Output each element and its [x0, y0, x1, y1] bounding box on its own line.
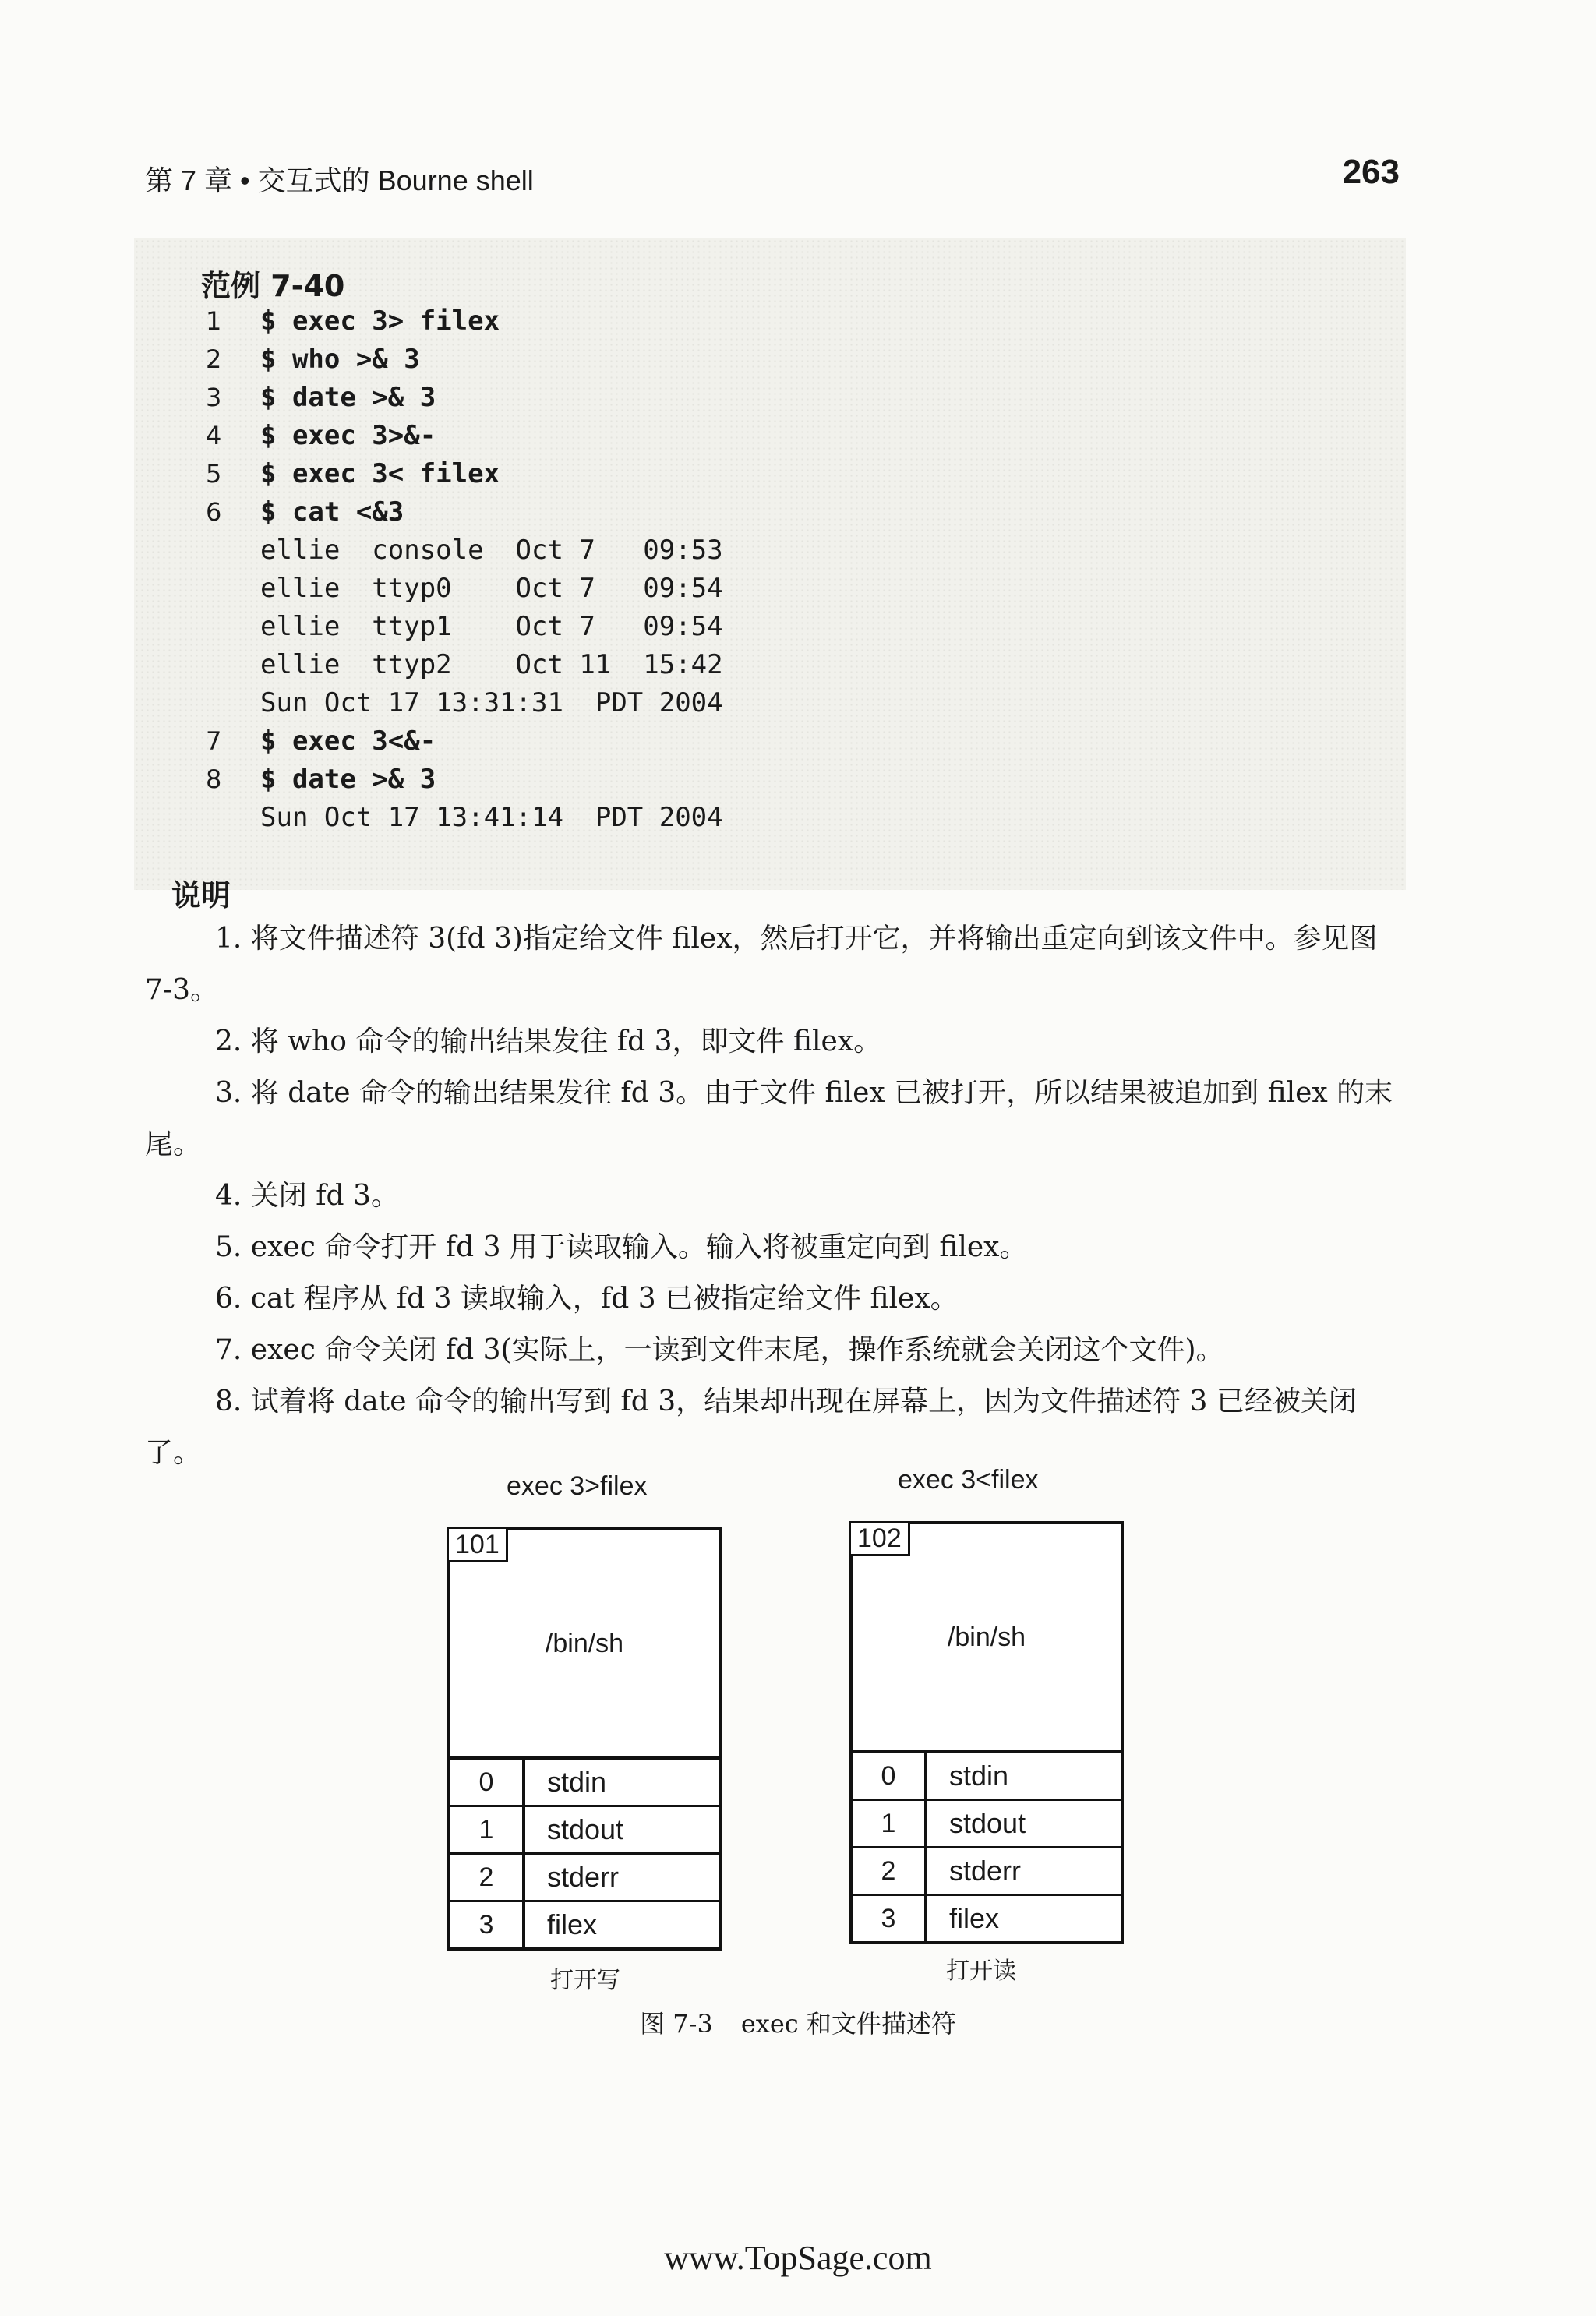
output-text: Sun Oct 17 13:31:31 PDT 2004 — [260, 687, 723, 718]
command-text: $ who >& 3 — [260, 344, 420, 375]
code-line — [206, 302, 723, 341]
code-line — [206, 684, 723, 722]
code-line — [206, 493, 723, 531]
output-text: ellie ttyp2 Oct 11 15:42 — [260, 649, 723, 680]
fd-number: 1 — [853, 1801, 927, 1846]
code-line — [206, 379, 723, 417]
right-caption: 打开读 — [946, 1958, 1016, 1985]
fd-target: stdout — [949, 1807, 1026, 1839]
fd-target: stdout — [547, 1813, 624, 1845]
output-text: ellie ttyp0 Oct 7 09:54 — [260, 573, 723, 604]
left-process-box — [447, 1527, 722, 1951]
right-diagram-label: exec 3<filex — [898, 1465, 1039, 1495]
code-line — [206, 761, 723, 799]
right-shell-label: /bin/sh — [947, 1622, 1026, 1652]
fd-target: filex — [547, 1908, 598, 1940]
right-fd-table — [853, 1750, 1121, 1941]
right-process-box — [849, 1521, 1124, 1944]
command-text: $ exec 3< filex — [260, 458, 500, 489]
note-item: 1. 将文件描述符 3(fd 3)指定给文件 filex，然后打开它，并将输出重定向到该文件中。参见图 7-3。 — [145, 923, 1378, 1006]
fd-row — [853, 1799, 1121, 1846]
command-text: $ date >& 3 — [260, 382, 436, 413]
right-pid: 102 — [851, 1523, 910, 1556]
note-item: 3. 将 date 命令的输出结果发往 fd 3。由于文件 filex 已被打开，所以结果被追加到 filex 的末尾。 — [145, 1077, 1393, 1160]
fd-row — [450, 1805, 719, 1852]
code-line — [206, 417, 723, 455]
line-number: 8 — [206, 764, 222, 794]
code-line — [206, 570, 723, 608]
fd-number: 0 — [853, 1753, 927, 1799]
left-shell-label: /bin/sh — [545, 1628, 624, 1658]
line-number: 5 — [206, 459, 222, 489]
code-line — [206, 646, 723, 684]
left-diagram-label: exec 3>filex — [507, 1471, 648, 1501]
line-number: 3 — [206, 383, 222, 412]
note-item: 2. 将 who 命令的输出结果发往 fd 3，即文件 filex。 — [215, 1026, 882, 1057]
output-text: ellie console Oct 7 09:53 — [260, 535, 723, 566]
fd-target: filex — [949, 1902, 1000, 1934]
command-text: $ date >& 3 — [260, 764, 436, 795]
line-number: 2 — [206, 344, 222, 374]
footer-url: www.TopSage.com — [664, 2239, 932, 2277]
left-caption: 打开写 — [550, 1967, 620, 1994]
fd-number: 2 — [450, 1855, 525, 1900]
fd-row — [450, 1900, 719, 1947]
notes-list — [145, 913, 1407, 1479]
figure-caption — [0, 2004, 1596, 2040]
page-header — [145, 153, 1400, 199]
line-number: 1 — [206, 306, 222, 336]
command-text: $ exec 3>&- — [260, 420, 436, 451]
fd-row — [450, 1760, 719, 1805]
code-line — [206, 531, 723, 570]
fd-target: stdin — [547, 1766, 607, 1798]
fd-target: stdin — [949, 1760, 1009, 1792]
fd-number: 3 — [853, 1896, 927, 1941]
figure-number: 图 7-3 — [640, 2009, 713, 2039]
output-text: Sun Oct 17 13:41:14 PDT 2004 — [260, 802, 723, 833]
fd-row — [853, 1846, 1121, 1894]
line-number: 7 — [206, 726, 222, 756]
fd-number: 3 — [450, 1902, 525, 1947]
fd-number: 1 — [450, 1807, 525, 1852]
note-item: 6. cat 程序从 fd 3 读取输入，fd 3 已被指定给文件 filex。 — [215, 1283, 959, 1315]
notes-title: 说明 — [171, 878, 231, 913]
left-fd-table — [450, 1756, 719, 1947]
code-line — [206, 608, 723, 646]
left-pid: 101 — [449, 1529, 508, 1562]
code-line — [206, 799, 723, 837]
fd-target: stderr — [949, 1855, 1022, 1887]
fd-row — [853, 1894, 1121, 1941]
command-text: $ cat <&3 — [260, 496, 404, 528]
command-text: $ exec 3> filex — [260, 305, 500, 337]
example-box — [134, 238, 1406, 890]
fd-number: 0 — [450, 1760, 525, 1805]
fd-number: 2 — [853, 1848, 927, 1894]
code-line — [206, 341, 723, 379]
note-item: 5. exec 命令打开 fd 3 用于读取输入。输入将被重定向到 filex。 — [215, 1231, 1028, 1263]
command-text: $ exec 3<&- — [260, 726, 436, 757]
fd-target: stderr — [547, 1861, 620, 1893]
line-number: 4 — [206, 421, 222, 450]
chapter-title: 第 7 章 • 交互式的 Bourne shell — [145, 164, 534, 196]
page-number: 263 — [1342, 153, 1400, 191]
figure-caption-text: exec 和文件描述符 — [740, 2009, 956, 2039]
fd-row — [853, 1753, 1121, 1799]
fd-row — [450, 1852, 719, 1900]
note-item: 4. 关闭 fd 3。 — [215, 1180, 399, 1212]
note-item: 8. 试着将 date 命令的输出写到 fd 3，结果却出现在屏幕上，因为文件描述符 3 已经被关闭了。 — [145, 1386, 1357, 1469]
example-title: 范例 7-40 — [201, 269, 345, 303]
code-line — [206, 455, 723, 493]
code-line — [206, 722, 723, 761]
note-item: 7. exec 命令关闭 fd 3(实际上，一读到文件末尾，操作系统就会关闭这个文件)。 — [215, 1334, 1224, 1366]
line-number: 6 — [206, 497, 222, 527]
output-text: ellie ttyp1 Oct 7 09:54 — [260, 611, 723, 642]
code-listing — [206, 302, 723, 837]
